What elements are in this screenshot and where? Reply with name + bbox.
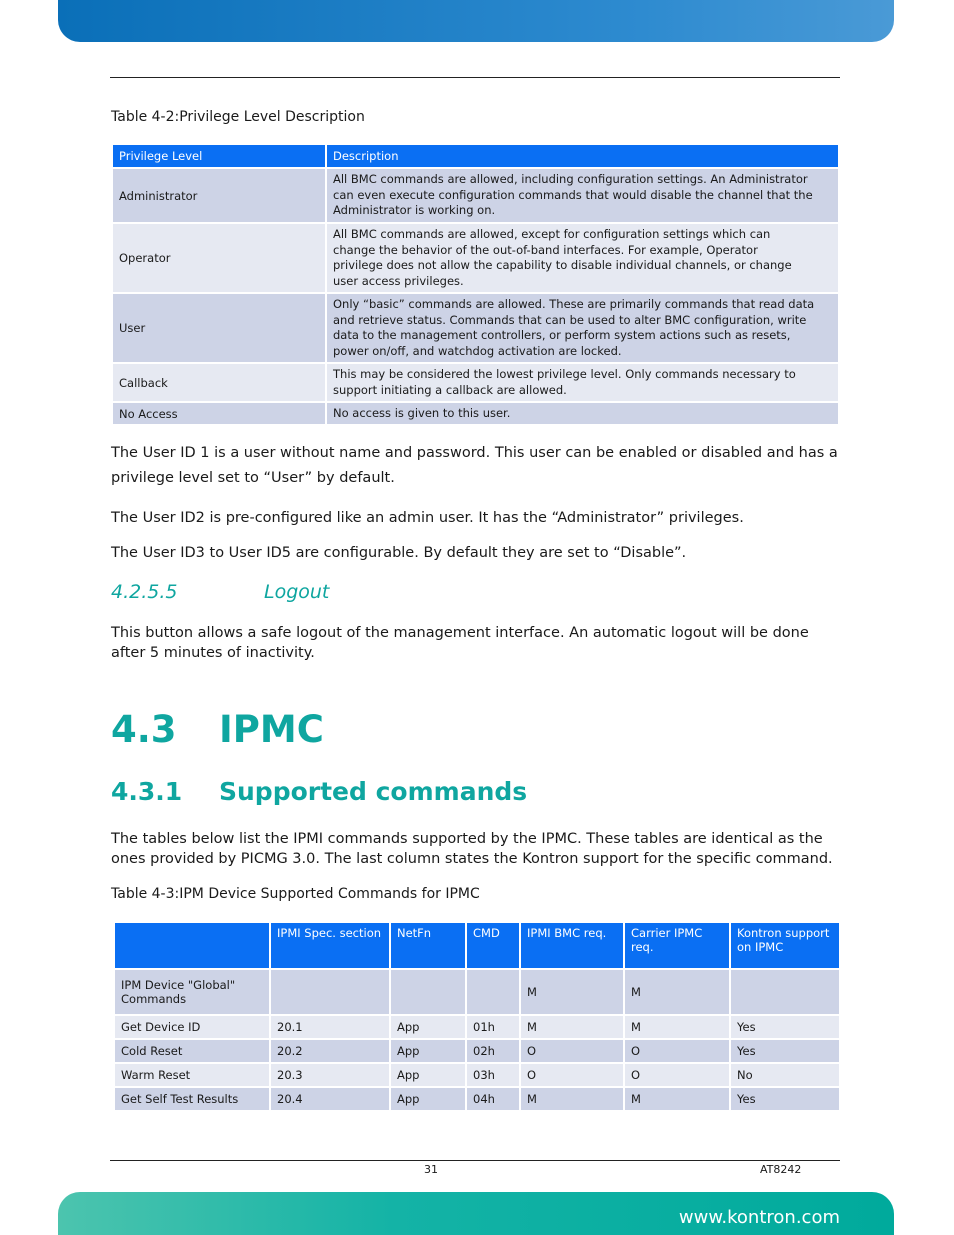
netfn-cell: App [391,1016,465,1038]
description-line: No access is given to this user. [333,405,511,420]
command-cell: Get Self Test Results [115,1088,269,1110]
privilege-level-cell: User [113,294,325,362]
description-line: Only “basic” commands are allowed. These are primarily commands that read data [333,297,815,311]
description-cell [327,169,838,222]
user-id-1-paragraph: The User ID 1 is a user without name and password. This user can be enabled or disabled and has a privilege level set to “User” by default. [111,445,838,486]
heading-title: IPMC [219,708,324,751]
carrier-req-cell: M [625,970,729,1014]
spec-section-cell: 20.1 [271,1016,389,1038]
table-row [115,1040,839,1062]
description-line: power on/off, and watchdog activation are locked. [333,343,622,358]
privilege-level-cell: Callback [113,364,325,401]
spec-section-cell [271,970,389,1014]
supported-commands-paragraph: The tables below list the IPMI commands supported by the IPMC. These tables are identical as the ones provided by PICMG 3.0. The last column states the Kontron support for the specific command. [111,831,833,867]
kontron-support-cell: No [731,1064,839,1086]
heading-number: 4.3.1 [111,777,183,806]
bmc-req-cell: O [521,1064,623,1086]
spec-section-cell: 20.2 [271,1040,389,1062]
table-row [113,169,838,222]
command-cell: Warm Reset [115,1064,269,1086]
ipm-device-commands-table [113,921,841,1112]
description-cell [327,294,838,362]
heading-title: Supported commands [219,777,528,806]
header-kontron-support: Kontron support on IPMC [731,923,839,968]
netfn-cell: App [391,1088,465,1110]
cmd-cell: 01h [467,1016,519,1038]
table-row [113,294,838,362]
header-privilege-level: Privilege Level [113,145,325,167]
header-command [115,923,269,968]
privilege-level-table [111,143,840,426]
kontron-support-cell: Yes [731,1088,839,1110]
description-line: This may be considered the lowest privilege level. Only commands necessary to [333,367,796,381]
description-line: support initiating a callback are allowed. [333,382,567,397]
bmc-req-cell: O [521,1040,623,1062]
header-rule [110,77,840,78]
table-row [115,1088,839,1110]
cmd-cell: 02h [467,1040,519,1062]
description-cell [327,364,838,401]
heading-number: 4.3 [111,708,177,751]
heading-number: 4.2.5.5 [111,581,178,603]
website-link[interactable]: www.kontron.com [678,1207,840,1228]
header-cmd: CMD [467,923,519,968]
carrier-req-cell: M [625,1088,729,1110]
table-row [115,970,839,1014]
logout-paragraph: This button allows a safe logout of the management interface. An automatic logout will be done after 5 minutes of inactivity. [111,625,809,661]
command-cell: IPM Device "Global" Commands [115,970,269,1014]
ipmc-heading [111,708,324,751]
header-ipmi-spec-section: IPMI Spec. section [271,923,389,968]
table-row [115,1016,839,1038]
description-cell [327,403,838,424]
cmd-cell: 04h [467,1088,519,1110]
bmc-req-cell: M [521,970,623,1014]
user-id-2-paragraph: The User ID2 is pre-configured like an admin user. It has the “Administrator” privileges. [111,510,744,526]
table-row [115,1064,839,1086]
description-line: user access privileges. [333,273,464,288]
bmc-req-cell: M [521,1016,623,1038]
kontron-support-cell: Yes [731,1040,839,1062]
kontron-support-cell: Yes [731,1016,839,1038]
supported-commands-heading [111,777,528,806]
description-line: All BMC commands are allowed, except for configuration settings which can [333,227,771,241]
spec-section-cell: 20.4 [271,1088,389,1110]
user-id-3-paragraph: The User ID3 to User ID5 are configurable. By default they are set to “Disable”. [111,545,687,561]
document-id: AT8242 [760,1163,802,1176]
carrier-req-cell: O [625,1040,729,1062]
table-header-row [115,923,839,968]
description-line: data to the management controllers, or perform system actions such as resets, [333,328,791,342]
command-cell: Get Device ID [115,1016,269,1038]
cmd-cell [467,970,519,1014]
netfn-cell: App [391,1064,465,1086]
heading-title: Logout [264,581,330,603]
table-4-3-caption: Table 4-3:IPM Device Supported Commands for IPMC [111,886,480,902]
privilege-level-cell: No Access [113,403,325,424]
spec-section-cell: 20.3 [271,1064,389,1086]
command-cell: Cold Reset [115,1040,269,1062]
footer-rule [110,1160,840,1161]
kontron-support-cell [731,970,839,1014]
header-band [58,0,894,42]
description-cell [327,224,838,292]
logout-heading [111,581,330,603]
privilege-level-cell: Administrator [113,169,325,222]
carrier-req-cell: M [625,1016,729,1038]
privilege-level-cell: Operator [113,224,325,292]
table-row [113,403,838,424]
cmd-cell: 03h [467,1064,519,1086]
netfn-cell [391,970,465,1014]
carrier-req-cell: O [625,1064,729,1086]
table-row [113,224,838,292]
header-description: Description [327,145,838,167]
header-ipmi-bmc-req: IPMI BMC req. [521,923,623,968]
netfn-cell: App [391,1040,465,1062]
page-number: 31 [424,1163,438,1176]
description-line: Administrator is working on. [333,203,496,218]
description-line: and retrieve status. Commands that can be used to alter BMC configuration, write [333,312,807,327]
table-header-row [113,145,838,167]
description-line: All BMC commands are allowed, including configuration settings. An Administrator [333,172,808,187]
header-netfn: NetFn [391,923,465,968]
description-line: change the behavior of the out-of-band interfaces. For example, Operator [333,242,758,257]
table-row [113,364,838,401]
table-4-2-caption: Table 4-2:Privilege Level Description [111,109,365,125]
bmc-req-cell: M [521,1088,623,1110]
footer-band [58,1192,894,1235]
description-line: can even execute configuration commands that would disable the channel that the [333,187,813,202]
description-line: privilege does not allow the capability to disable individual channels, or change [333,258,792,272]
header-carrier-ipmc-req: Carrier IPMC req. [625,923,729,968]
